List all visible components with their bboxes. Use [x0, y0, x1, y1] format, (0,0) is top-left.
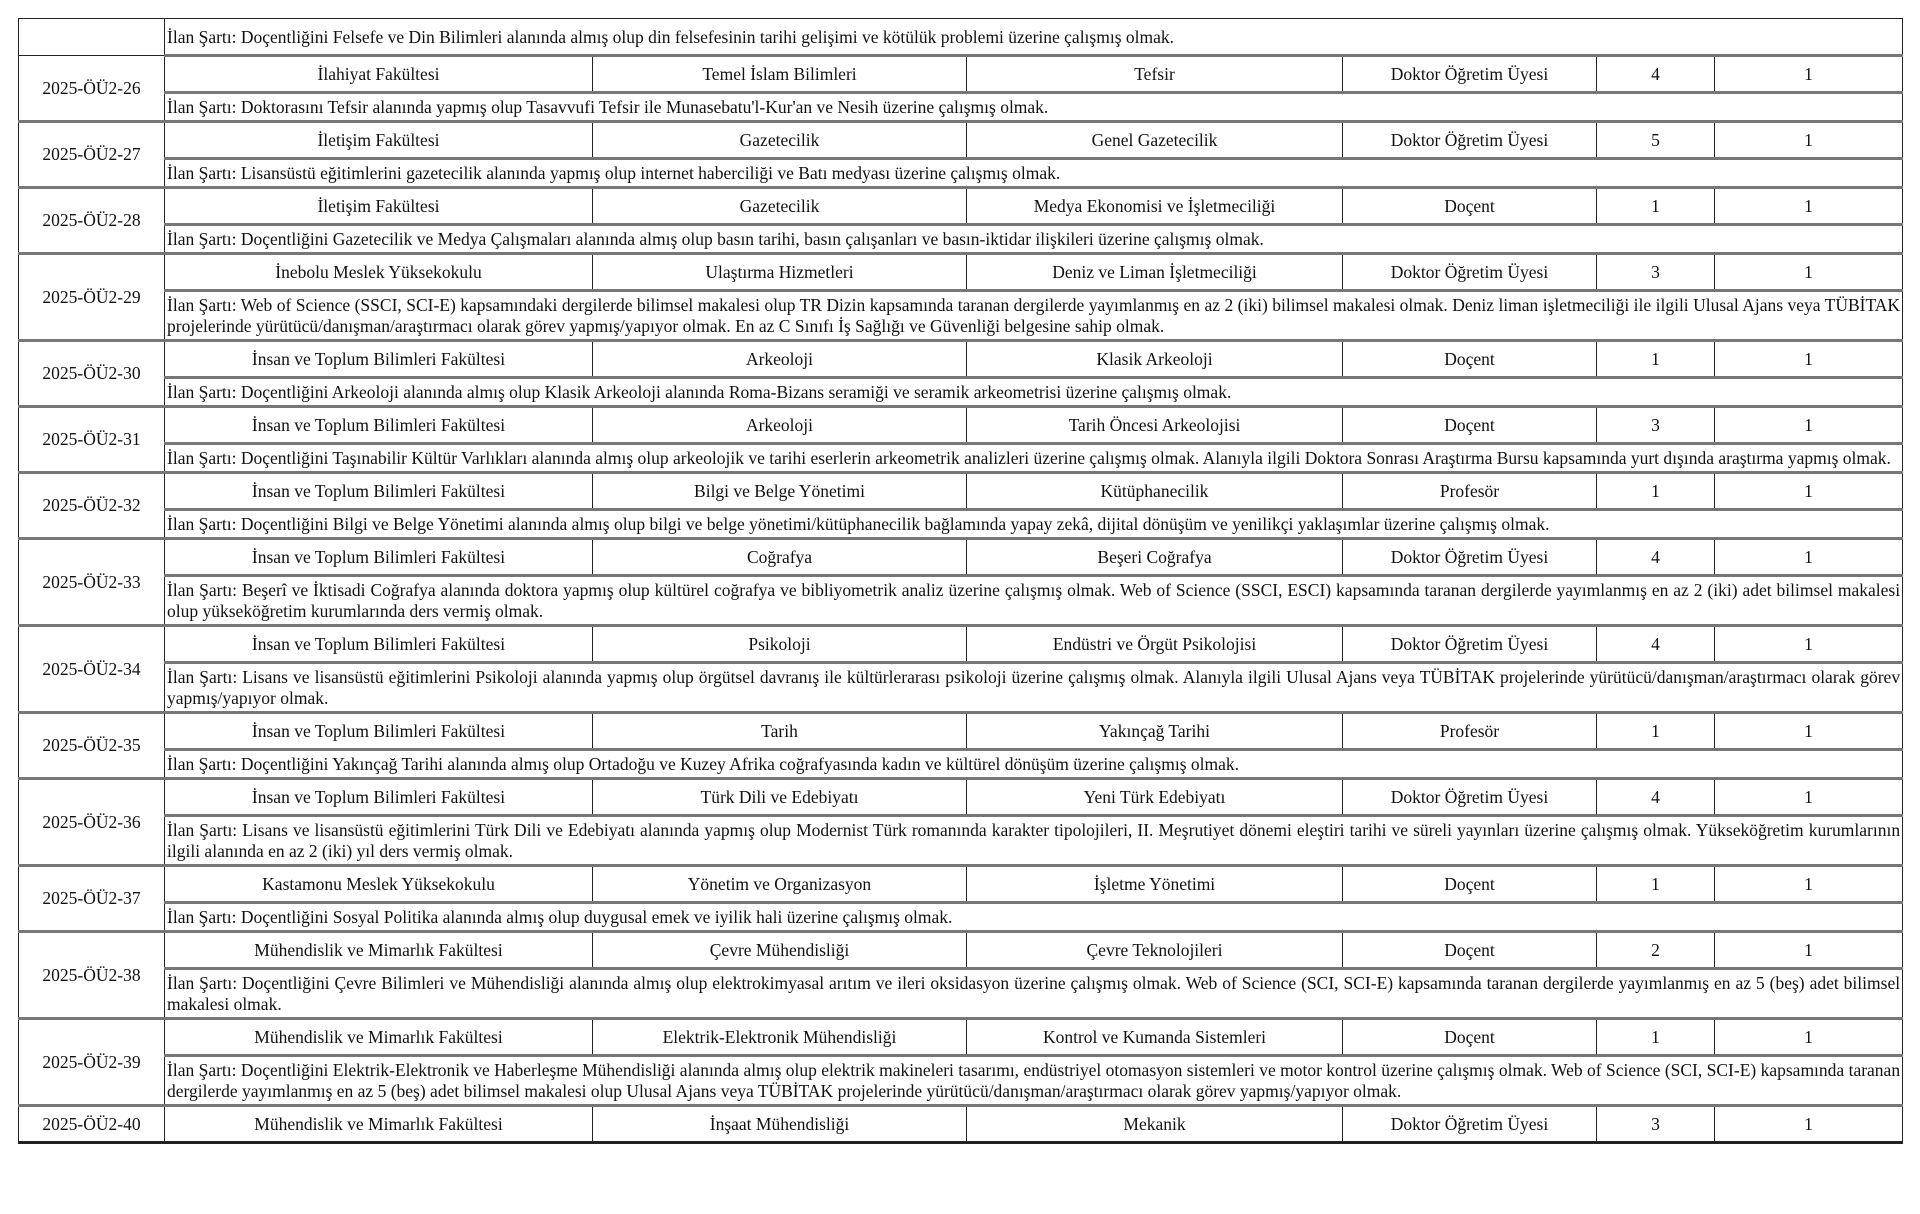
position-id: 2025-ÖÜ2-28: [19, 188, 165, 254]
title-cell: Profesör: [1343, 713, 1597, 750]
count-cell: 1: [1715, 188, 1903, 225]
table-row: [19, 539, 1903, 576]
table-row: [19, 626, 1903, 663]
count-cell: 1: [1715, 56, 1903, 93]
faculty-cell: İlahiyat Fakültesi: [165, 56, 593, 93]
condition-cell: İlan Şartı: Web of Science (SSCI, SCI-E) kapsamındaki dergilerde bilimsel makalesi olup TR Dizin kapsamında taranan dergilerde yayımlanmış en az 2 (iki) bilimsel makalesi olmak. Deniz liman işletmeciliği ile ilgili Ulusal Ajans veya TÜBİTAK projelerinde yürütücü/danışman/araştırmacı olarak görev yapmış/yapıyor olmak. En az C Sınıfı İş Sağlığı ve Güvenliği belgesine sahip olmak.: [165, 291, 1903, 341]
condition-cell: İlan Şartı: Doçentliğini Gazetecilik ve Medya Çalışmaları alanında almış olup basın tarihi, basın çalışanları ve basın-iktidar ilişkileri üzerine çalışmış olmak.: [165, 225, 1903, 254]
title-cell: Doktor Öğretim Üyesi: [1343, 1106, 1597, 1143]
position-id: 2025-ÖÜ2-31: [19, 407, 165, 473]
table-row: [19, 932, 1903, 969]
program-cell: Medya Ekonomisi ve İşletmeciliği: [967, 188, 1343, 225]
condition-cell: İlan Şartı: Doçentliğini Bilgi ve Belge Yönetimi alanında almış olup bilgi ve belge yönetimi/kütüphanecilik bağlamında yapay zekâ, dijital dönüşüm ve yenilikçi yaklaşımlar üzerine çalışmış olmak.: [165, 510, 1903, 539]
faculty-cell: Kastamonu Meslek Yüksekokulu: [165, 866, 593, 903]
condition-cell: İlan Şartı: Doçentliğini Taşınabilir Kültür Varlıkları alanında almış olup arkeolojik ve tarihi eserlerin arkeometrik analizleri üzerine çalışmış olmak. Alanıyla ilgili Doktora Sonrası Araştırma Bursu kapsamında yurt dışında araştırma yapmış olmak.: [165, 444, 1903, 473]
count-cell: 1: [1715, 407, 1903, 444]
level-cell: 3: [1597, 1106, 1715, 1143]
department-cell: Temel İslam Bilimleri: [593, 56, 967, 93]
position-id: 2025-ÖÜ2-27: [19, 122, 165, 188]
title-cell: Doktor Öğretim Üyesi: [1343, 56, 1597, 93]
faculty-cell: Mühendislik ve Mimarlık Fakültesi: [165, 932, 593, 969]
title-cell: Doçent: [1343, 866, 1597, 903]
level-cell: 1: [1597, 866, 1715, 903]
condition-row: [19, 576, 1903, 626]
condition-row: [19, 903, 1903, 932]
condition-cell: İlan Şartı: Beşerî ve İktisadi Coğrafya alanında doktora yapmış olup kültürel coğrafya ve bibliyometrik analiz üzerine çalışmış olmak. Web of Science (SSCI, ESCI) kapsamında taranan dergilerde yayımlanmış en az 2 (iki) adet bilimsel makalesi olup yükseköğretim kurumlarında ders vermiş olmak.: [165, 576, 1903, 626]
position-id: 2025-ÖÜ2-26: [19, 56, 165, 122]
program-cell: Mekanik: [967, 1106, 1343, 1143]
table-row: [19, 254, 1903, 291]
position-id: 2025-ÖÜ2-38: [19, 932, 165, 1019]
program-cell: Kontrol ve Kumanda Sistemleri: [967, 1019, 1343, 1056]
condition-cell: İlan Şartı: Lisansüstü eğitimlerini gazetecilik alanında yapmış olup internet haberciliği ve Batı medyası üzerine çalışmış olmak.: [165, 159, 1903, 188]
position-id: 2025-ÖÜ2-33: [19, 539, 165, 626]
faculty-cell: İletişim Fakültesi: [165, 188, 593, 225]
condition-row: [19, 750, 1903, 779]
positions-table: [18, 18, 1903, 1144]
department-cell: Coğrafya: [593, 539, 967, 576]
department-cell: Tarih: [593, 713, 967, 750]
condition-row: [19, 1056, 1903, 1106]
condition-row: [19, 291, 1903, 341]
condition-row: [19, 93, 1903, 122]
department-cell: İnşaat Mühendisliği: [593, 1106, 967, 1143]
program-cell: İşletme Yönetimi: [967, 866, 1343, 903]
table-row: [19, 1106, 1903, 1143]
condition-cell: İlan Şartı: Doçentliğini Felsefe ve Din Bilimleri alanında almış olup din felsefesinin tarihi gelişimi ve kötülük problemi üzerine çalışmış olmak.: [165, 19, 1903, 56]
program-cell: Kütüphanecilik: [967, 473, 1343, 510]
department-cell: Arkeoloji: [593, 407, 967, 444]
title-cell: Doçent: [1343, 1019, 1597, 1056]
faculty-cell: İletişim Fakültesi: [165, 122, 593, 159]
department-cell: Psikoloji: [593, 626, 967, 663]
position-id: 2025-ÖÜ2-30: [19, 341, 165, 407]
condition-cell: İlan Şartı: Doçentliğini Sosyal Politika alanında almış olup duygusal emek ve iyilik hali üzerine çalışmış olmak.: [165, 903, 1903, 932]
count-cell: 1: [1715, 1106, 1903, 1143]
department-cell: Ulaştırma Hizmetleri: [593, 254, 967, 291]
count-cell: 1: [1715, 122, 1903, 159]
level-cell: 4: [1597, 626, 1715, 663]
program-cell: Genel Gazetecilik: [967, 122, 1343, 159]
level-cell: 2: [1597, 932, 1715, 969]
position-id: 2025-ÖÜ2-39: [19, 1019, 165, 1106]
count-cell: 1: [1715, 932, 1903, 969]
faculty-cell: İnsan ve Toplum Bilimleri Fakültesi: [165, 407, 593, 444]
title-cell: Doktor Öğretim Üyesi: [1343, 539, 1597, 576]
title-cell: Doçent: [1343, 932, 1597, 969]
count-cell: 1: [1715, 473, 1903, 510]
department-cell: Türk Dili ve Edebiyatı: [593, 779, 967, 816]
condition-row: [19, 159, 1903, 188]
condition-row: [19, 969, 1903, 1019]
program-cell: Tarih Öncesi Arkeolojisi: [967, 407, 1343, 444]
program-cell: Tefsir: [967, 56, 1343, 93]
position-id: 2025-ÖÜ2-40: [19, 1106, 165, 1143]
table-row-continued: [19, 19, 1903, 56]
count-cell: 1: [1715, 626, 1903, 663]
title-cell: Doçent: [1343, 188, 1597, 225]
condition-row: [19, 510, 1903, 539]
position-id: 2025-ÖÜ2-34: [19, 626, 165, 713]
condition-cell: İlan Şartı: Lisans ve lisansüstü eğitimlerini Psikoloji alanında yapmış olup örgütsel davranış ile kültürlerarası psikoloji üzerine çalışmış olmak. Alanıyla ilgili Ulusal Ajans veya TÜBİTAK projelerinde yürütücü/danışman/araştırmacı olarak görev yapmış/yapıyor olmak.: [165, 663, 1903, 713]
level-cell: 4: [1597, 539, 1715, 576]
position-id: 2025-ÖÜ2-37: [19, 866, 165, 932]
faculty-cell: İnsan ve Toplum Bilimleri Fakültesi: [165, 779, 593, 816]
id-cell-empty: [19, 19, 165, 56]
table-row: [19, 473, 1903, 510]
level-cell: 1: [1597, 1019, 1715, 1056]
faculty-cell: Mühendislik ve Mimarlık Fakültesi: [165, 1019, 593, 1056]
position-id: 2025-ÖÜ2-32: [19, 473, 165, 539]
program-cell: Klasik Arkeoloji: [967, 341, 1343, 378]
department-cell: Yönetim ve Organizasyon: [593, 866, 967, 903]
condition-row: [19, 378, 1903, 407]
program-cell: Deniz ve Liman İşletmeciliği: [967, 254, 1343, 291]
condition-cell: İlan Şartı: Doktorasını Tefsir alanında yapmış olup Tasavvufi Tefsir ile Munasebatu'l-Kur'an ve Nesih üzerine çalışmış olmak.: [165, 93, 1903, 122]
position-id: 2025-ÖÜ2-29: [19, 254, 165, 341]
title-cell: Doktor Öğretim Üyesi: [1343, 254, 1597, 291]
count-cell: 1: [1715, 341, 1903, 378]
department-cell: Bilgi ve Belge Yönetimi: [593, 473, 967, 510]
department-cell: Gazetecilik: [593, 188, 967, 225]
condition-row: [19, 663, 1903, 713]
faculty-cell: İnebolu Meslek Yüksekokulu: [165, 254, 593, 291]
table-row: [19, 1019, 1903, 1056]
program-cell: Yakınçağ Tarihi: [967, 713, 1343, 750]
faculty-cell: İnsan ve Toplum Bilimleri Fakültesi: [165, 539, 593, 576]
level-cell: 4: [1597, 779, 1715, 816]
count-cell: 1: [1715, 713, 1903, 750]
count-cell: 1: [1715, 866, 1903, 903]
program-cell: Çevre Teknolojileri: [967, 932, 1343, 969]
count-cell: 1: [1715, 1019, 1903, 1056]
position-id: 2025-ÖÜ2-36: [19, 779, 165, 866]
condition-cell: İlan Şartı: Doçentliğini Elektrik-Elektronik ve Haberleşme Mühendisliği alanında almış olup elektrik makineleri tasarımı, endüstriyel otomasyon sistemleri ve motor kontrol üzerine çalışmış olmak. Web of Science (SCI, SCI-E) kapsamında taranan dergilerde yayımlanmış en az 5 (beş) adet bilimsel makalesi olup Ulusal Ajans veya TÜBİTAK projelerinde yürütücü/danışman/araştırmacı olarak görev yapmış/yapıyor olmak.: [165, 1056, 1903, 1106]
table-row: [19, 122, 1903, 159]
department-cell: Çevre Mühendisliği: [593, 932, 967, 969]
department-cell: Arkeoloji: [593, 341, 967, 378]
department-cell: Gazetecilik: [593, 122, 967, 159]
title-cell: Doçent: [1343, 341, 1597, 378]
count-cell: 1: [1715, 779, 1903, 816]
program-cell: Beşeri Coğrafya: [967, 539, 1343, 576]
title-cell: Doktor Öğretim Üyesi: [1343, 626, 1597, 663]
level-cell: 5: [1597, 122, 1715, 159]
table-row: [19, 341, 1903, 378]
condition-row: [19, 816, 1903, 866]
condition-cell: İlan Şartı: Lisans ve lisansüstü eğitimlerini Türk Dili ve Edebiyatı alanında yapmış olup Modernist Türk romanında karakter tipolojileri, II. Meşrutiyet dönemi eleştiri tarihi ve süreli yayınları üzerine çalışmış olmak. Yükseköğretim kurumlarının ilgili alanında en az 2 (iki) yıl ders vermiş olmak.: [165, 816, 1903, 866]
table-row: [19, 188, 1903, 225]
table-row: [19, 407, 1903, 444]
program-cell: Yeni Türk Edebiyatı: [967, 779, 1343, 816]
faculty-cell: İnsan ve Toplum Bilimleri Fakültesi: [165, 626, 593, 663]
level-cell: 1: [1597, 341, 1715, 378]
level-cell: 1: [1597, 713, 1715, 750]
condition-row: [19, 225, 1903, 254]
level-cell: 1: [1597, 188, 1715, 225]
title-cell: Doktor Öğretim Üyesi: [1343, 779, 1597, 816]
table-row: [19, 779, 1903, 816]
title-cell: Doktor Öğretim Üyesi: [1343, 122, 1597, 159]
faculty-cell: İnsan ve Toplum Bilimleri Fakültesi: [165, 713, 593, 750]
level-cell: 3: [1597, 254, 1715, 291]
table-row: [19, 866, 1903, 903]
title-cell: Doçent: [1343, 407, 1597, 444]
count-cell: 1: [1715, 539, 1903, 576]
table-row: [19, 713, 1903, 750]
condition-cell: İlan Şartı: Doçentliğini Yakınçağ Tarihi alanında almış olup Ortadoğu ve Kuzey Afrika coğrafyasında kadın ve kültürel dönüşüm üzerine çalışmış olmak.: [165, 750, 1903, 779]
department-cell: Elektrik-Elektronik Mühendisliği: [593, 1019, 967, 1056]
count-cell: 1: [1715, 254, 1903, 291]
table-row: [19, 56, 1903, 93]
condition-cell: İlan Şartı: Doçentliğini Çevre Bilimleri ve Mühendisliği alanında almış olup elektrokimyasal arıtım ve ileri oksidasyon üzerine çalışmış olmak. Web of Science (SCI, SCI-E) kapsamında taranan dergilerde yayımlanmış en az 5 (beş) adet bilimsel makalesi olmak.: [165, 969, 1903, 1019]
level-cell: 3: [1597, 407, 1715, 444]
condition-row: [19, 444, 1903, 473]
level-cell: 4: [1597, 56, 1715, 93]
title-cell: Profesör: [1343, 473, 1597, 510]
program-cell: Endüstri ve Örgüt Psikolojisi: [967, 626, 1343, 663]
faculty-cell: İnsan ve Toplum Bilimleri Fakültesi: [165, 341, 593, 378]
position-id: 2025-ÖÜ2-35: [19, 713, 165, 779]
faculty-cell: İnsan ve Toplum Bilimleri Fakültesi: [165, 473, 593, 510]
faculty-cell: Mühendislik ve Mimarlık Fakültesi: [165, 1106, 593, 1143]
level-cell: 1: [1597, 473, 1715, 510]
condition-cell: İlan Şartı: Doçentliğini Arkeoloji alanında almış olup Klasik Arkeoloji alanında Roma-Bizans seramiği ve seramik arkeometrisi üzerine çalışmış olmak.: [165, 378, 1903, 407]
